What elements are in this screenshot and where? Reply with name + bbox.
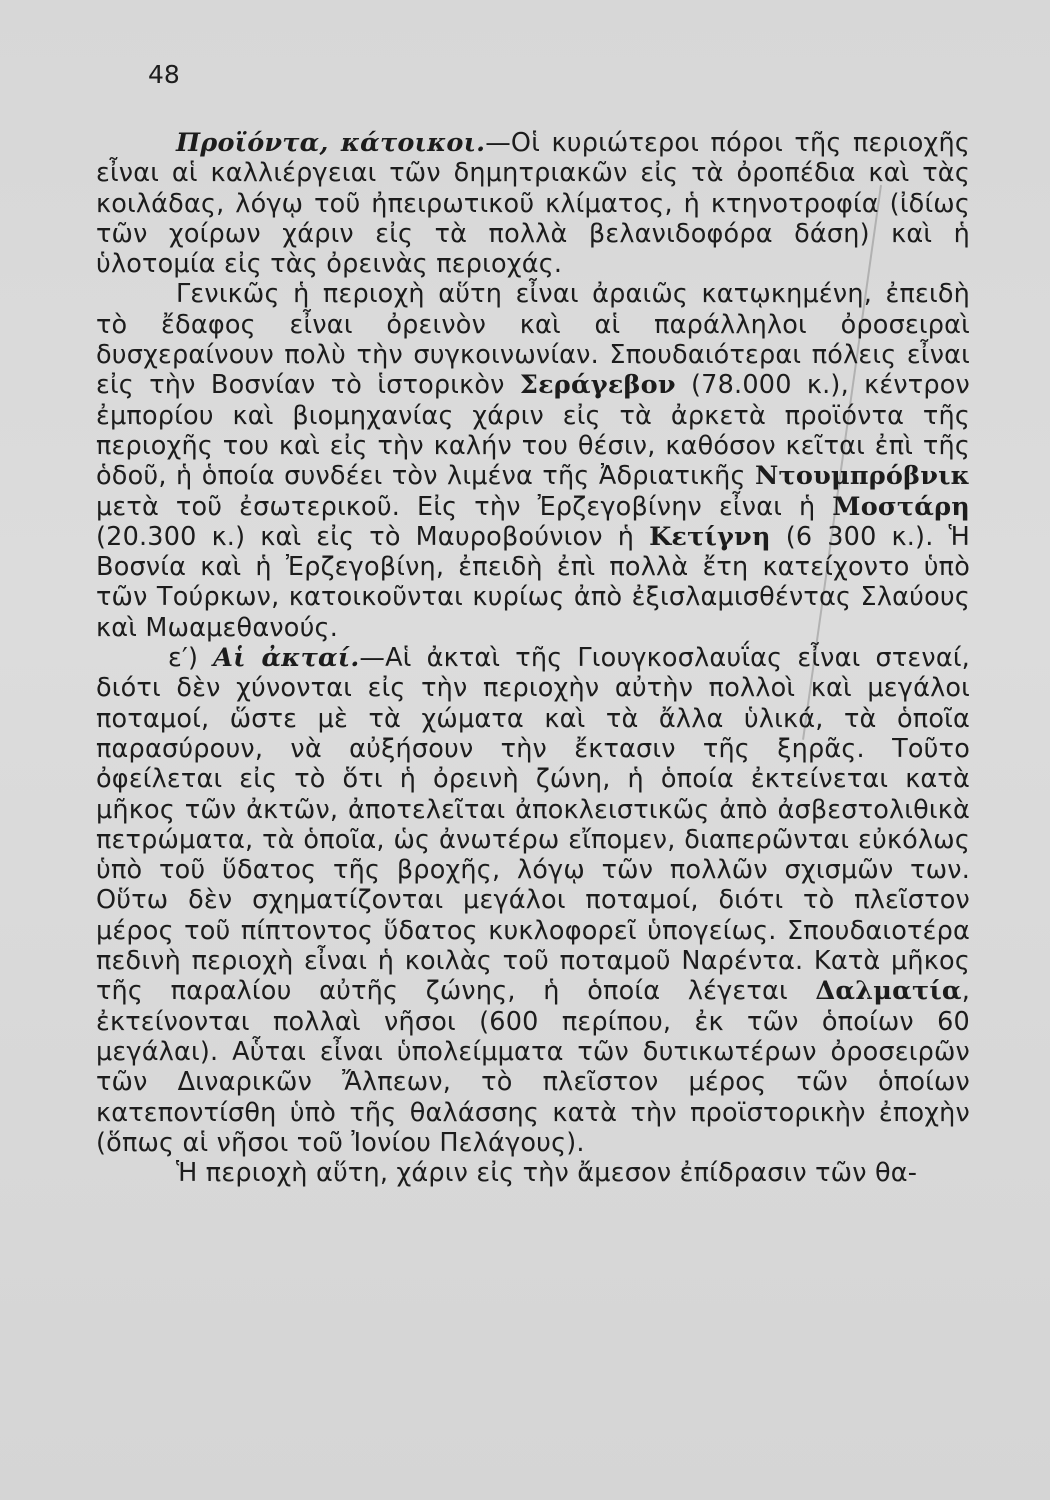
paragraph-text: μετὰ τοῦ ἐσωτερικοῦ. Εἰς τὴν Ἐρζεγοβίνην εἶναι ἡ [96, 491, 833, 522]
page-number: 48 [148, 60, 180, 89]
paragraph-cities [96, 279, 970, 643]
paragraph-coasts [96, 643, 970, 1158]
section-heading-coasts: Αἱ ἀκταί. [213, 643, 360, 674]
section-prefix: ε′) [168, 643, 214, 674]
paragraph-text: (6 300 κ.). Ἡ Βοσνία καὶ ἡ Ἐρζεγοβίνη, ἐπειδὴ ἐπὶ πολλὰ ἔτη κατείχοντο ὑπὸ τῶν Τούρκων, κατοικοῦνται κυρίως ἀπὸ ἐξισλαμισθέντας Σλαύους καὶ Μωαμεθανούς. [96, 521, 971, 643]
paragraph-text: —Αἱ ἀκταὶ τῆς Γιουγκοσλαυΐας εἶναι στεναί, διότι δὲν χύνονται εἰς τὴν περιοχὴν αὐτὴν πολλοὶ καὶ μεγάλοι ποταμοί, ὥστε μὲ τὰ χώματα καὶ τὰ ἄλλα ὑλικά, τὰ ὁποῖα παρασύρουν, νὰ αὐξήσουν τὴν ἔκτασιν τῆς ξηρᾶς. Τοῦτο ὀφείλεται εἰς τὸ ὅτι ἡ ὀρεινὴ ζώνη, ἡ ὁποία ἐκτείνεται κατὰ μῆκος τῶν ἀκτῶν, ἀποτελεῖται ἀποκλειστικῶς ἀπὸ ἀσβεστολιθικὰ πετρώματα, τὰ ὁποῖα, ὡς ἀνωτέρω εἴπομεν, διαπερῶνται εὐκόλως ὑπὸ τοῦ ὕδατος τῆς βροχῆς, λόγῳ τῶν πολλῶν σχισμῶν των. Οὕτω δὲν σχηματίζονται μεγάλοι ποταμοί, διότι τὸ πλεῖστον μέρος τοῦ πίπτοντος ὕδατος κυκλοφορεῖ ὑπογείως. Σπουδαιοτέρα πεδινὴ περιοχὴ εἶναι ἡ κοιλὰς τοῦ ποταμοῦ Ναρέντα. Κατὰ μῆκος τῆς παραλίου αὐτῆς ζώνης, ἡ ὁποία λέγεται [96, 643, 970, 1007]
paragraph-text: Γενικῶς ἡ περιοχὴ αὕτη εἶναι ἀραιῶς κατῳκημένη, ἐπειδὴ τὸ ἔδαφος εἶναι ὀρεινὸν καὶ αἱ παράλληλοι ὀροσειραὶ δυσχεραίνουν πολὺ τὴν συγκοινωνίαν. Σπουδαιότεραι πόλεις εἶναι εἰς τὴν Βοσνίαν τὸ ἱστορικὸν [96, 279, 970, 401]
paragraph-text: , ἐκτείνονται πολλαὶ νῆσοι (600 περίπου, ἐκ τῶν ὁποίων 60 μεγάλαι). Αὗται εἶναι ὑπολείμματα τῶν δυτικωτέρων ὀροσειρῶν τῶν Διναρικῶν Ἄλπεων, τὸ πλεῖστον μέρος τῶν ὁποίων κατεποντίσθη ὑπὸ τῆς θαλάσσης κατὰ τὴν προϊστορικὴν ἐποχὴν (ὅπως αἱ νῆσοι τοῦ Ἰονίου Πελάγους). [96, 976, 970, 1158]
body-text [96, 128, 970, 1188]
paragraph-products-inhabitants [96, 128, 970, 279]
city-mostar: Μοστάρη [832, 491, 970, 522]
paragraph-text: —Οἱ κυριώτεροι πόροι τῆς περιοχῆς εἶναι αἱ καλλιέργειαι τῶν δημητριακῶν εἰς τὰ ὀροπέδια καὶ τὰς κοιλάδας, λόγῳ τοῦ ἠπειρωτικοῦ κλίματος, ἡ κτηνοτροφία (ἰδίως τῶν χοίρων χάριν εἰς τὰ πολλὰ βελανιδοφόρα δάση) καὶ ἡ ὑλοτομία εἰς τὰς ὀρεινὰς περιοχάς. [96, 128, 970, 280]
paragraph-text: Ἡ περιοχὴ αὕτη, χάριν εἰς τὴν ἄμεσον ἐπίδρασιν τῶν θα- [176, 1158, 918, 1189]
city-sarajevo: Σεράγεβον [519, 370, 676, 401]
paragraph-text: (20.300 κ.) καὶ εἰς τὸ Μαυροβούνιον ἡ [96, 521, 650, 552]
paragraph-continued [96, 1158, 970, 1188]
paragraph-text: (78.000 κ.), κέντρον ἐμπορίου καὶ βιομηχανίας χάριν εἰς τὰ ἀρκετὰ προϊόντα τῆς περιοχῆς του καὶ εἰς τὴν καλήν του θέσιν, καθόσον κεῖται ἐπὶ τῆς ὁδοῦ, ἡ ὁποία συνδέει τὸν λιμένα τῆς Ἀδριατικῆς [96, 370, 970, 492]
region-dalmatia: Δαλματία [815, 976, 962, 1007]
city-dubrovnik: Ντουμπρόβνικ [755, 461, 970, 492]
section-heading-products: Προϊόντα, κάτοικοι. [176, 128, 486, 158]
city-cetinje: Κετίγνη [649, 521, 771, 552]
